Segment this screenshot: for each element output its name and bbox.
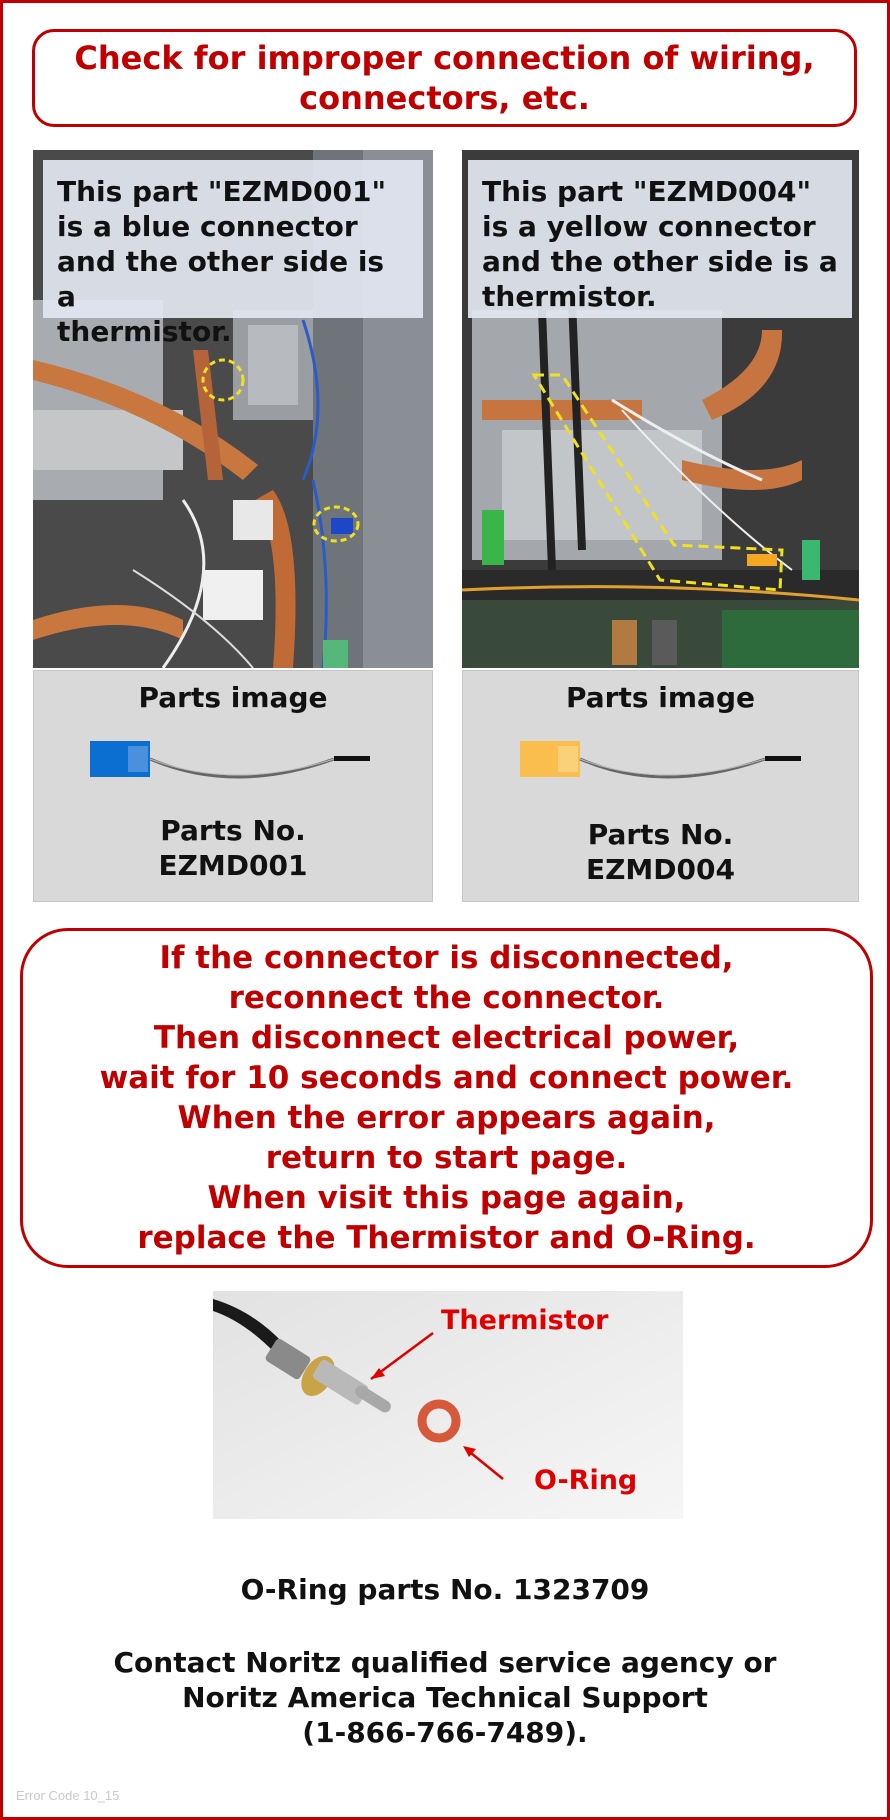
thermistor-end-icon [765,756,801,761]
title-box [32,29,857,127]
right-connector-diagram [463,733,860,793]
right-photo [462,150,859,668]
instruction-line: Then disconnect electrical power, [153,1020,740,1056]
right-parts-no-value: EZMD004 [586,853,735,886]
left-parts-number [34,813,432,883]
left-caption: This part "EZMD001" is a blue connector and the other side is a thermistor. [43,160,423,318]
left-parts-image-label: Parts image [138,681,328,714]
oring-parts-number: O-Ring parts No. 1323709 [240,1573,650,1606]
instruction-line: When the error appears again, [177,1100,716,1136]
contact-info [0,1645,890,1750]
left-parts-no-label: Parts No. [160,814,306,847]
instruction-line: If the connector is disconnected, [159,940,734,976]
thermistor-oring-photo [213,1291,683,1519]
page-title: Check for improper connection of wiring, connectors, etc. [74,39,815,117]
left-connector-diagram [34,733,434,793]
right-parts-number [463,817,858,887]
left-photo [33,150,433,668]
right-parts-no-label: Parts No. [587,818,734,851]
connector-wire-highlight [580,759,765,775]
connector-wire-highlight [150,759,334,775]
instruction-line: return to start page. [265,1140,628,1176]
instruction-line: replace the Thermistor and O-Ring. [137,1220,756,1256]
right-parts-image-label: Parts image [566,681,755,714]
right-caption: This part "EZMD004" is a yellow connector and the other side is a thermistor. [468,160,852,318]
oring-label: O-Ring [534,1465,638,1496]
left-parts-no-value: EZMD001 [158,849,308,882]
contact-line: Noritz America Technical Support [182,1681,708,1714]
thermistor-label: Thermistor [441,1305,609,1336]
contact-phone: (1-866-766-7489). [302,1716,588,1749]
instruction-line: wait for 10 seconds and connect power. [99,1060,794,1096]
instruction-line: When visit this page again, [207,1180,686,1216]
error-code-footer: Error Code 10_15 [16,1788,120,1803]
instructions-box [20,928,873,1268]
right-parts-panel [462,670,859,902]
connector-latch [128,746,148,772]
instructions-text [100,938,794,1258]
thermistor-end-icon [334,756,370,761]
connector-latch [558,746,578,772]
contact-line: Contact Noritz qualified service agency or [113,1646,777,1679]
left-parts-panel [33,670,433,902]
instruction-line: reconnect the connector. [228,980,665,1016]
